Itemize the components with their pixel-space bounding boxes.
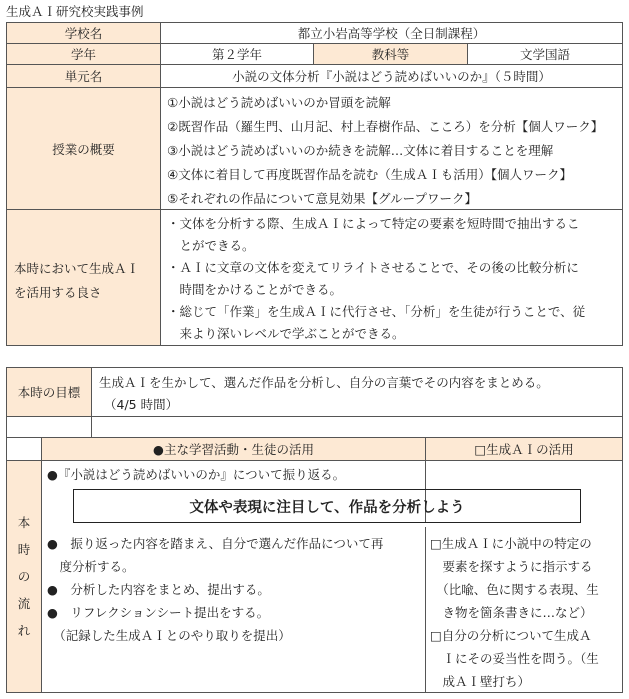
merit-label-line: 本時において生成ＡＩ — [14, 261, 140, 276]
school-label: 学校名 — [6, 22, 161, 44]
merit-line: 時間をかけることができる。 — [167, 282, 343, 297]
activity-item: ●『小説はどう読めばいいのか』について振り返る。 — [47, 467, 346, 482]
flow-label-char: れ — [17, 623, 31, 638]
overview-line: ④文体に着目して再度既習作品を読む（生成ＡＩも活用）【個人ワーク】 — [167, 167, 572, 182]
ai-use-item: 成ＡＩ壁打ち） — [430, 674, 531, 689]
merit-line: 来より深いレベルで学ぶことができる。 — [167, 326, 405, 341]
overview-content — [160, 87, 623, 210]
flow-label-char: 本 — [17, 515, 31, 530]
lesson-theme-box: 文体や表現に注目して、作品を分析しよう — [73, 489, 581, 523]
ai-use-item: （比喩、色に関する表現、生 — [430, 582, 599, 597]
overview-line: ③小説はどう読めばいいのか続きを読解…文体に着目することを理解 — [167, 143, 554, 158]
overview-line: ②既習作品（羅生門、山月記、村上春樹作品、こころ）を分析【個人ワーク】 — [167, 119, 604, 134]
grade-value: 第２学年 — [160, 43, 314, 65]
overview-line: ⑤それぞれの作品について意見効果【グループワーク】 — [167, 191, 477, 206]
merit-label-line: を活用する良さ — [14, 285, 102, 300]
empty-cell — [91, 416, 623, 438]
activity-item: （記録した生成ＡＩとのやり取りを提出） — [47, 628, 291, 643]
activity-item: ● 分析した内容をまとめ、提出する。 — [47, 582, 270, 597]
goal-content — [91, 367, 623, 417]
empty-cell — [6, 437, 42, 461]
activity-column-header: ●主な学習活動・生徒の活用 — [41, 437, 426, 461]
school-value: 都立小岩高等学校（全日制課程） — [160, 22, 623, 44]
column-divider — [425, 527, 426, 693]
subject-value: 文学国語 — [467, 43, 623, 65]
ai-use-item: □生成ＡＩに小説中の特定の — [430, 536, 592, 551]
activity-item: ● リフレクションシート提出をする。 — [47, 605, 270, 620]
ai-use-item: き物を箇条書きに…など） — [430, 605, 593, 620]
activity-item: ● 振り返った内容を踏まえ、自分で選んだ作品について再 — [47, 536, 384, 551]
flow-label — [6, 460, 42, 693]
subject-label: 教科等 — [313, 43, 468, 65]
flow-label-char: 流 — [17, 596, 31, 611]
grade-label: 学年 — [6, 43, 161, 65]
merit-content — [160, 209, 623, 346]
merit-line: ・ＡＩに文章の文体を変えてリライトさせることで、その後の比較分析に — [167, 260, 579, 275]
merit-line: ・文体を分析する際、生成ＡＩによって特定の要素を短時間で抽出するこ — [167, 216, 580, 231]
ai-use-item: □自分の分析について生成Ａ — [430, 628, 592, 643]
merit-line: ・総じて「作業」を生成ＡＩに代行させ、「分析」を生徒が行うことで、従 — [167, 304, 586, 319]
overview-label: 授業の概要 — [6, 87, 161, 210]
ai-use-item: Ｉにその妥当性を問う。（生 — [430, 651, 599, 666]
merit-line: とができる。 — [167, 238, 255, 253]
overview-line: ①小説はどう読めばいいのか冒頭を読解 — [167, 95, 391, 110]
goal-label: 本時の目標 — [6, 367, 92, 417]
empty-cell — [6, 416, 92, 438]
flow-label-char: の — [17, 569, 31, 584]
ai-column-header: □生成ＡＩの活用 — [425, 437, 623, 461]
goal-line: （4/5 時間） — [104, 397, 179, 412]
unit-label: 単元名 — [6, 64, 161, 88]
unit-value: 小説の文体分析『小説はどう読めばいいのか』（５時間） — [160, 64, 623, 88]
ai-use-item: 要素を探すように指示する — [430, 559, 593, 574]
document-heading: 生成ＡＩ研究校実践事例 — [6, 4, 144, 19]
activity-item: 度分析する。 — [47, 559, 135, 574]
goal-line: 生成ＡＩを生かして、選んだ作品を分析し、自分の言葉でその内容をまとめる。 — [99, 375, 549, 390]
merit-label — [6, 209, 161, 346]
flow-label-char: 時 — [17, 542, 31, 557]
